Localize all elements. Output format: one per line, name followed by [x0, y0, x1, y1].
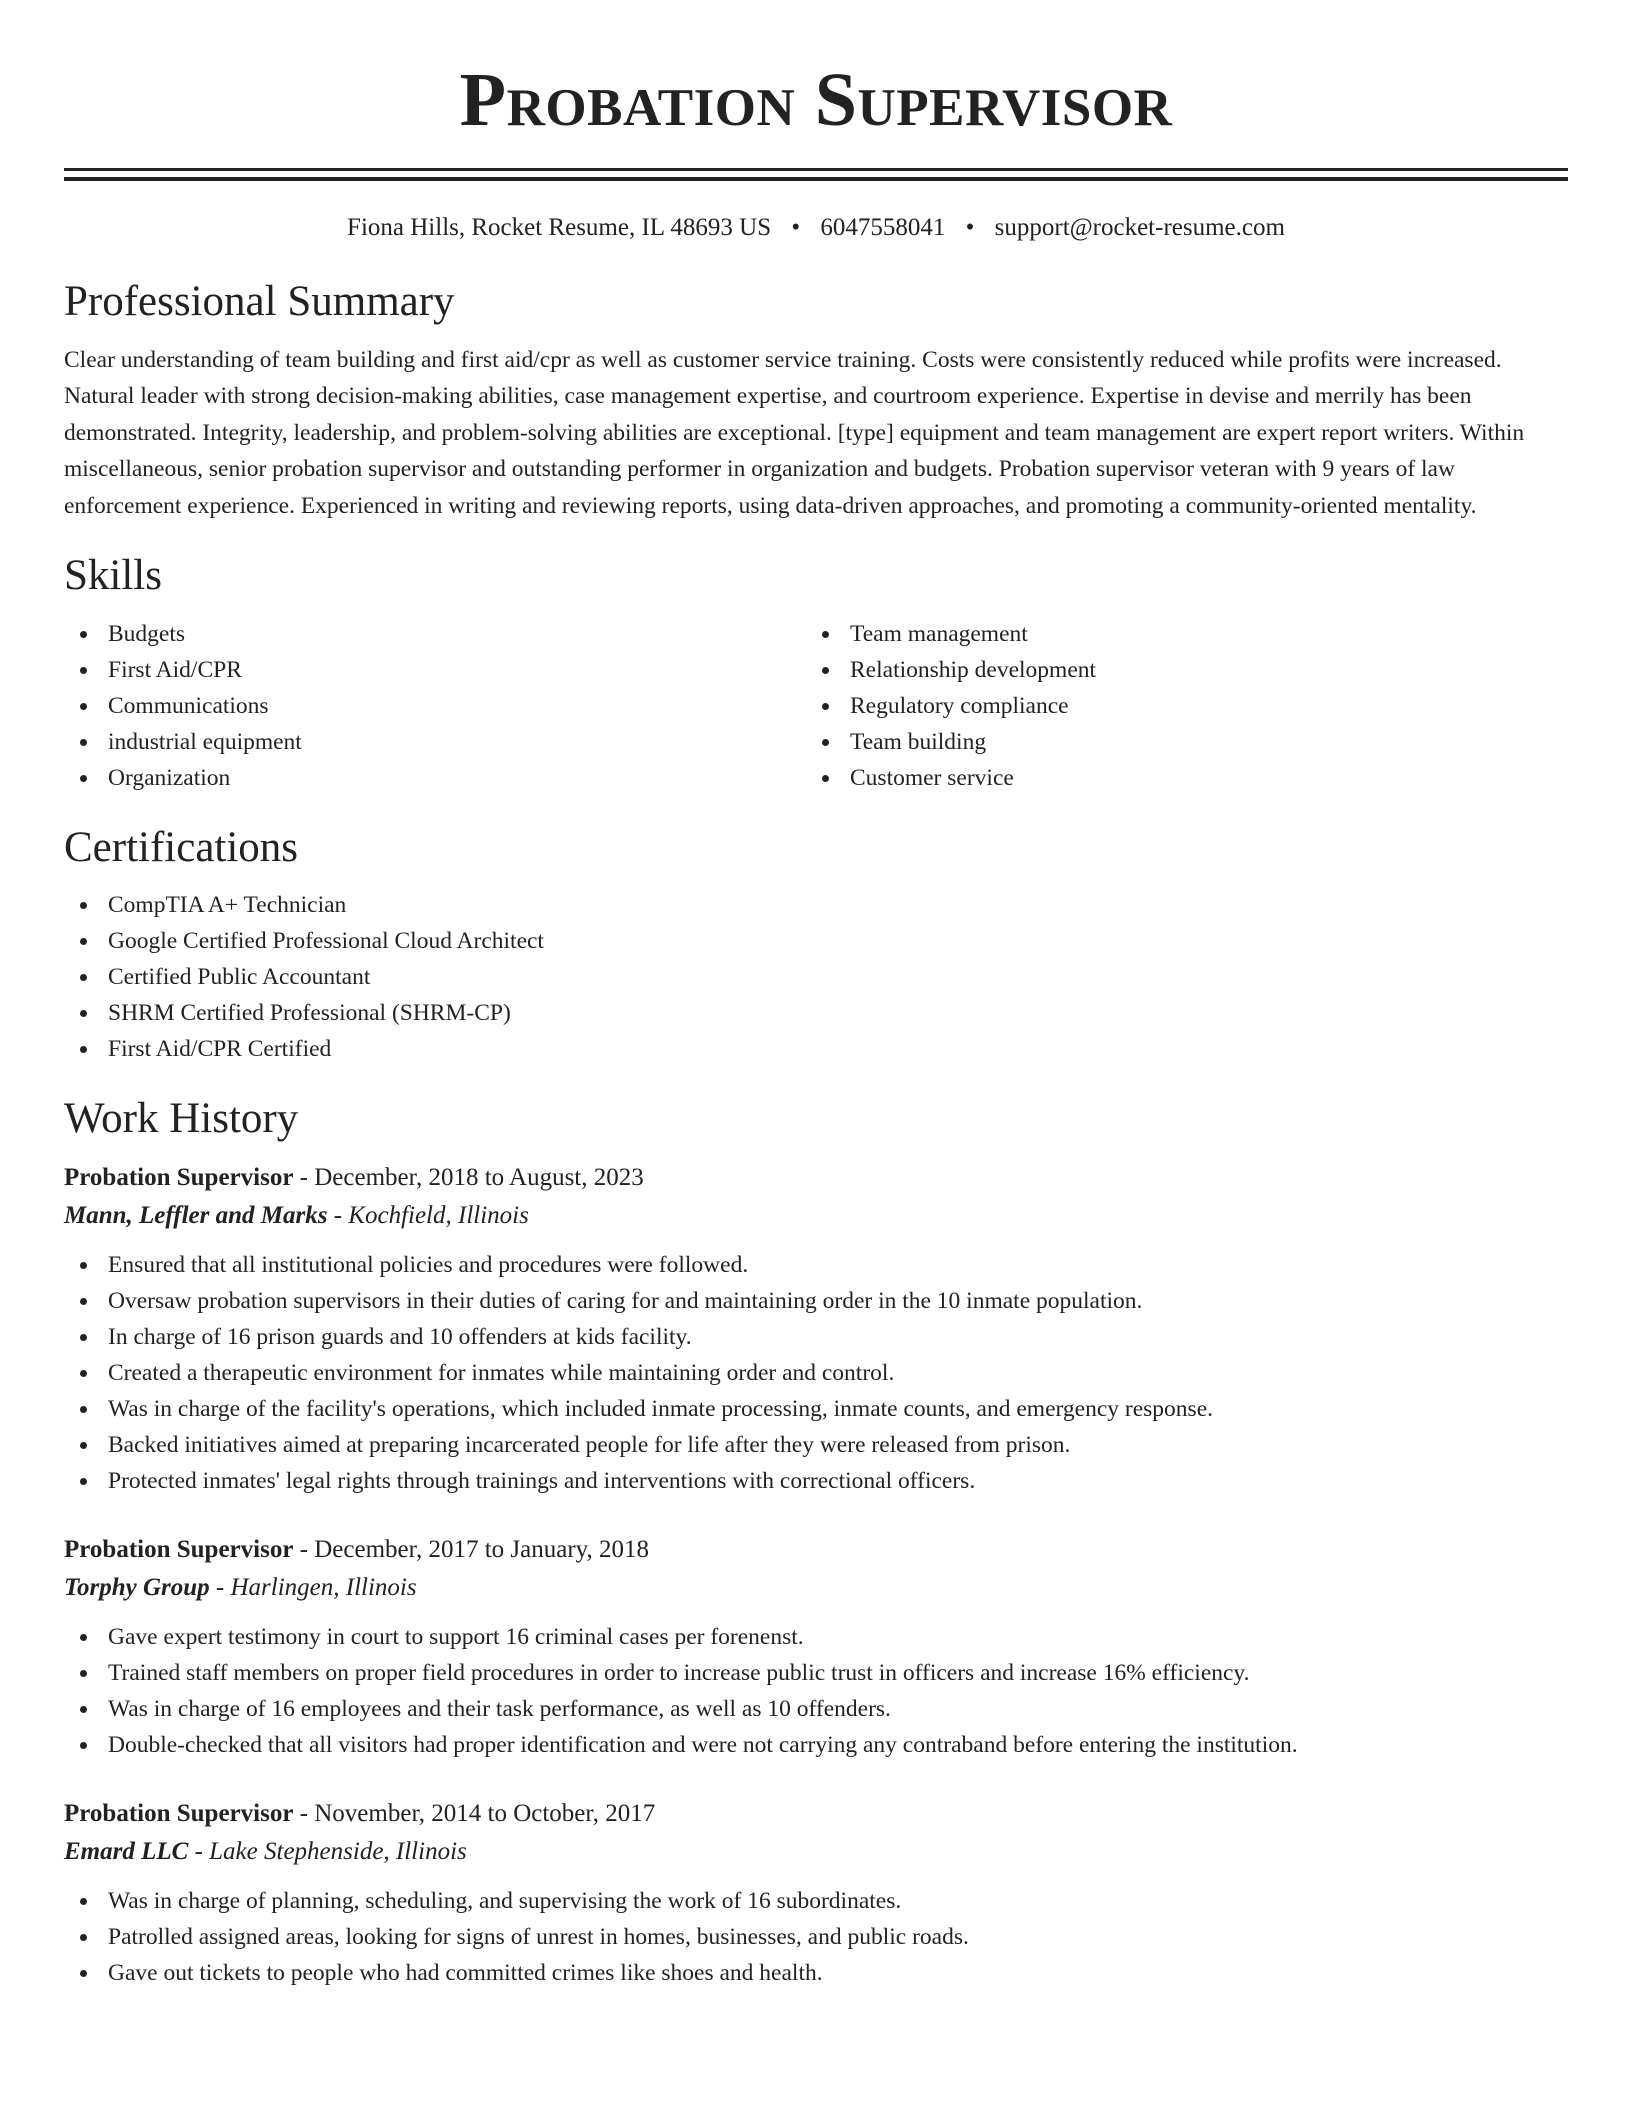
- job-header: [64, 1795, 1568, 1833]
- job-title: Probation Supervisor: [64, 1163, 294, 1191]
- job-company: Emard LLC: [64, 1837, 189, 1865]
- job-header: [64, 1531, 1568, 1569]
- job-bullet: Patrolled assigned areas, looking for signs of unrest in homes, businesses, and public roads.: [64, 1919, 1568, 1955]
- title-rule-thin: [64, 168, 1568, 171]
- job-bullets: [64, 1247, 1568, 1499]
- job-dates: - December, 2018 to August, 2023: [293, 1163, 644, 1191]
- job-header: [64, 1159, 1568, 1197]
- job-bullets: [64, 1883, 1568, 1991]
- certification-item: SHRM Certified Professional (SHRM-CP): [64, 995, 1568, 1031]
- job-company: Mann, Leffler and Marks: [64, 1201, 328, 1229]
- work-history-section: [64, 1093, 1568, 1991]
- contact-phone: 6047558041: [820, 214, 946, 241]
- skill-item: Customer service: [806, 760, 1548, 796]
- job-title: Probation Supervisor: [64, 1535, 294, 1563]
- job-bullet: Gave expert testimony in court to support 16 criminal cases per forenenst.: [64, 1619, 1568, 1655]
- skill-item: Communications: [64, 688, 806, 724]
- skill-item: Team building: [806, 724, 1548, 760]
- skills-heading: Skills: [64, 552, 162, 600]
- job-company-line: [64, 1197, 1568, 1235]
- job-location: - Kochfield, Illinois: [327, 1201, 529, 1229]
- job-company-line: [64, 1569, 1568, 1607]
- job-location: - Lake Stephenside, Illinois: [188, 1837, 467, 1865]
- job-company: Torphy Group: [64, 1573, 210, 1601]
- summary-section: [64, 276, 1568, 524]
- contact-line: [64, 214, 1568, 250]
- job-bullet: Backed initiatives aimed at preparing incarcerated people for life after they were released from prison.: [64, 1427, 1568, 1463]
- skills-list-right: [806, 616, 1548, 796]
- skills-list-left: [64, 616, 806, 796]
- job-bullet: Was in charge of the facility's operations, which included inmate processing, inmate counts, and emergency response.: [64, 1391, 1568, 1427]
- summary-heading: Professional Summary: [64, 278, 455, 325]
- job-bullet: Gave out tickets to people who had committed crimes like shoes and health.: [64, 1955, 1568, 1991]
- certification-item: Google Certified Professional Cloud Architect: [64, 923, 1568, 959]
- job-entry: [64, 1159, 1568, 1499]
- job-bullet: Trained staff members on proper field procedures in order to increase public trust in officers and increase 16% efficiency.: [64, 1655, 1568, 1691]
- resume-title: Probation Supervisor: [459, 58, 1173, 142]
- skill-item: industrial equipment: [64, 724, 806, 760]
- certifications-heading: Certifications: [64, 823, 299, 871]
- certification-item: Certified Public Accountant: [64, 959, 1568, 995]
- skill-item: Organization: [64, 760, 806, 796]
- certifications-list: [64, 887, 1568, 1067]
- contact-address: Fiona Hills, Rocket Resume, IL 48693 US: [347, 214, 772, 241]
- job-dates: - December, 2017 to January, 2018: [293, 1535, 650, 1563]
- job-bullets: [64, 1619, 1568, 1763]
- contact-separator: •: [965, 214, 975, 241]
- job-bullet: Was in charge of planning, scheduling, and supervising the work of 16 subordinates.: [64, 1883, 1568, 1919]
- job-entry: [64, 1531, 1568, 1763]
- job-dates: - November, 2014 to October, 2017: [293, 1799, 656, 1827]
- skill-item: First Aid/CPR: [64, 652, 806, 688]
- work-history-heading: Work History: [64, 1095, 299, 1143]
- job-entry: [64, 1795, 1568, 1991]
- job-bullet: Created a therapeutic environment for inmates while maintaining order and control.: [64, 1355, 1568, 1391]
- skills-columns: [64, 616, 1568, 796]
- job-bullet: Double-checked that all visitors had proper identification and were not carrying any contraband before entering the institution.: [64, 1727, 1568, 1763]
- contact-email: support@rocket-resume.com: [994, 214, 1285, 241]
- certification-item: First Aid/CPR Certified: [64, 1031, 1568, 1067]
- job-bullet: Protected inmates' legal rights through trainings and interventions with correctional officers.: [64, 1463, 1568, 1499]
- job-bullet: Was in charge of 16 employees and their task performance, as well as 10 offenders.: [64, 1691, 1568, 1727]
- certification-item: CompTIA A+ Technician: [64, 887, 1568, 923]
- job-bullet: Ensured that all institutional policies and procedures were followed.: [64, 1247, 1568, 1283]
- contact-separator: •: [791, 214, 801, 241]
- certifications-section: [64, 822, 1568, 1068]
- skill-item: Regulatory compliance: [806, 688, 1548, 724]
- skills-section: [64, 550, 1568, 796]
- skill-item: Relationship development: [806, 652, 1548, 688]
- job-bullet: In charge of 16 prison guards and 10 offenders at kids facility.: [64, 1319, 1568, 1355]
- job-location: - Harlingen, Illinois: [209, 1573, 417, 1601]
- skill-item: Budgets: [64, 616, 806, 652]
- skill-item: Team management: [806, 616, 1548, 652]
- summary-text: Clear understanding of team building and first aid/cpr as well as customer service training. Costs were consistently reduced while profits were increased. Natural leader with strong decision-making abilities, case management expertise, and courtroom experience. Expertise in devise and merrily has been demonstrated. Integrity, leadership, and problem-solving abilities are exceptional. [type] equipment and team management are expert report writers. Within miscellaneous, senior probation supervisor and outstanding performer in organization and budgets. Probation supervisor veteran with 9 years of law enforcement experience. Experienced in writing and reviewing reports, using data-driven approaches, and promoting a community-oriented mentality.: [64, 346, 1525, 519]
- job-bullet: Oversaw probation supervisors in their duties of caring for and maintaining order in the 10 inmate population.: [64, 1283, 1568, 1319]
- job-title: Probation Supervisor: [64, 1799, 294, 1827]
- title-rule-thick: [64, 177, 1568, 181]
- job-company-line: [64, 1833, 1568, 1871]
